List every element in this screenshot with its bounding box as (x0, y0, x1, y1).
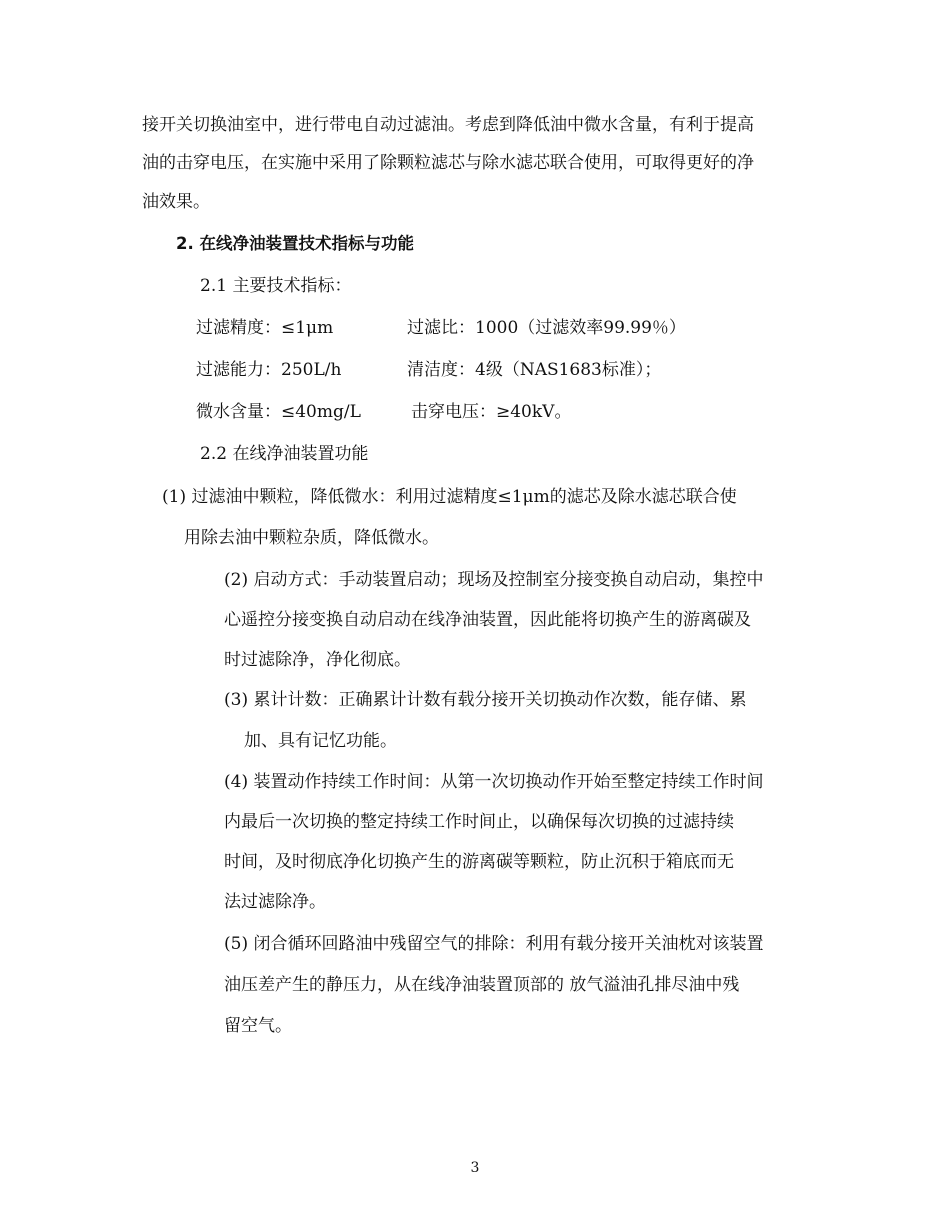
function-item-5-line-3: 留空气。 (224, 1016, 292, 1036)
spec-left-2: 过滤能力：250L/h (196, 360, 342, 380)
intro-line-1: 接开关切换油室中，进行带电自动过滤油。考虑到降低油中微水含量，有利于提高 (142, 115, 754, 135)
function-item-4-line-4: 法过滤除净。 (224, 892, 326, 912)
function-item-1-line-1: (1) 过滤油中颗粒，降低微水：利用过滤精度≤1μm的滤芯及除水滤芯联合使 (162, 487, 737, 507)
spec-right-2: 清洁度：4级（NAS1683标准）； (407, 360, 662, 380)
function-item-4-line-1: (4) 装置动作持续工作时间：从第一次切换动作开始至整定持续工作时间 (224, 772, 764, 792)
spec-left-3: 微水含量：≤40mg/L (196, 402, 361, 422)
function-item-1-line-2: 用除去油中颗粒杂质，降低微水。 (184, 528, 439, 548)
subsection-2-1-title: 2.1 主要技术指标： (200, 276, 352, 296)
subsection-2-2-title: 2.2 在线净油装置功能 (200, 444, 369, 464)
function-item-4-line-3: 时间，及时彻底净化切换产生的游离碳等颗粒，防止沉积于箱底而无 (224, 852, 734, 872)
spec-left-1: 过滤精度：≤1μm (196, 318, 334, 338)
function-item-3-line-1: (3) 累计计数：正确累计计数有载分接开关切换动作次数，能存储、累 (224, 690, 747, 710)
function-item-3-line-2: 加、具有记忆功能。 (244, 731, 397, 751)
section-heading: 2. 在线净油装置技术指标与功能 (176, 234, 414, 253)
intro-line-3: 油效果。 (142, 192, 210, 212)
function-item-4-line-2: 内最后一次切换的整定持续工作时间止，以确保每次切换的过滤持续 (224, 812, 734, 832)
page-number: 3 (470, 1160, 480, 1176)
function-item-5-line-2: 油压差产生的静压力，从在线净油装置顶部的 放气溢油孔排尽油中残 (224, 975, 740, 995)
intro-line-2: 油的击穿电压，在实施中采用了除颗粒滤芯与除水滤芯联合使用，可取得更好的净 (142, 153, 754, 173)
function-item-5-line-1: (5) 闭合循环回路油中残留空气的排除：利用有载分接开关油枕对该装置 (224, 934, 764, 954)
spec-right-3: 击穿电压：≥40kV。 (411, 402, 572, 422)
function-item-2-line-2: 心遥控分接变换自动启动在线净油装置，因此能将切换产生的游离碳及 (224, 610, 751, 630)
function-item-2-line-1: (2) 启动方式：手动装置启动；现场及控制室分接变换自动启动，集控中 (224, 570, 764, 590)
function-item-2-line-3: 时过滤除净，净化彻底。 (224, 650, 411, 670)
spec-right-1: 过滤比：1000（过滤效率99.99％） (407, 318, 686, 338)
